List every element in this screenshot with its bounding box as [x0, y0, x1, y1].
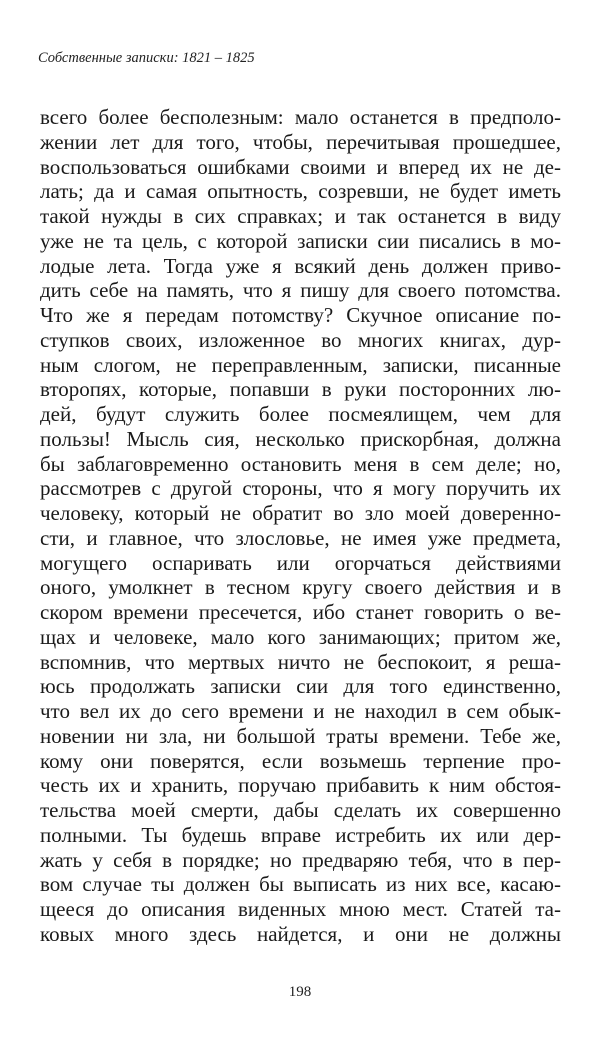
text-line: лодые лета. Тогда уже я всякий день должен приво- [40, 253, 561, 278]
text-line: жать у себя в порядке; но предваряю тебя, что в пер- [40, 847, 561, 872]
text-line: рассмотрев с другой стороны, что я могу поручить их [40, 476, 561, 501]
text-line: кому они поверятся, если возьмешь терпение про- [40, 748, 561, 773]
text-line: полными. Ты будешь вправе истребить их или дер- [40, 822, 561, 847]
text-line: такой нужды в сих справках; и так останется в виду [40, 204, 561, 228]
text-line: человеку, который не обратит во зло моей доверенно- [40, 501, 561, 525]
text-line: честь их и хранить, поручаю прибавить к ним обстоя- [40, 773, 561, 798]
text-line: сти, и главное, что злословье, не имея уже предмета, [40, 525, 561, 550]
text-line: новении ни зла, ни большой траты времени. Тебе же, [40, 723, 561, 748]
text-line: могущего оспаривать или огорчаться действиями [40, 550, 561, 575]
text-line: вом случае ты должен бы выписать из них все, касаю- [40, 872, 561, 897]
text-line: ковых много здесь найдется, и они не должны [40, 921, 561, 946]
body-text [40, 105, 561, 947]
running-head: Собственные записки: 1821 – 1825 [38, 50, 255, 66]
text-line: жении лет для того, чтобы, перечитывая прошедшее, [40, 129, 561, 154]
text-line: тельства моей смерти, дабы сделать их совершенно [40, 798, 561, 822]
text-line: юсь продолжать записки сии для того единственно, [40, 674, 561, 699]
text-line: ступков своих, изложенное во многих книгах, дур- [40, 327, 561, 352]
text-line: бы заблаговременно остановить меня в сем деле; но, [40, 451, 561, 476]
text-line: лать; да и самая опытность, созревши, не будет иметь [40, 179, 561, 204]
text-line: дей, будут служить более посмеялищем, чем для [40, 402, 561, 426]
text-line: ным слогом, не переправленным, записки, писанные [40, 352, 561, 377]
text-line: щах и человеке, мало кого занимающих; притом же, [40, 624, 561, 649]
text-line: вспомнив, что мертвых ничто не беспокоит, я реша- [40, 649, 561, 674]
text-line: оного, умолкнет в тесном кругу своего действия и в [40, 575, 561, 600]
text-line: пользы! Мысль сия, несколько прискорбная, должна [40, 426, 561, 451]
text-line: Что же я передам потомству? Скучное описание по- [40, 303, 561, 327]
text-line: дить себе на память, что я пишу для своего потомства. [40, 278, 561, 303]
text-line: скором времени пресечется, ибо станет говорить о ве- [40, 600, 561, 624]
text-line: уже не та цель, с которой записки сии писались в мо- [40, 228, 561, 253]
text-line: воспользоваться ошибками своими и вперед их не де- [40, 154, 561, 179]
text-line: всего более бесполезным: мало останется в предполо- [40, 105, 561, 129]
text-line: что вел их до сего времени и не находил в сем обык- [40, 699, 561, 723]
text-line: второпях, которые, попавши в руки посторонних лю- [40, 377, 561, 402]
page-number: 198 [288, 984, 312, 1000]
text-line: щееся до описания виденных мною мест. Статей та- [40, 897, 561, 921]
